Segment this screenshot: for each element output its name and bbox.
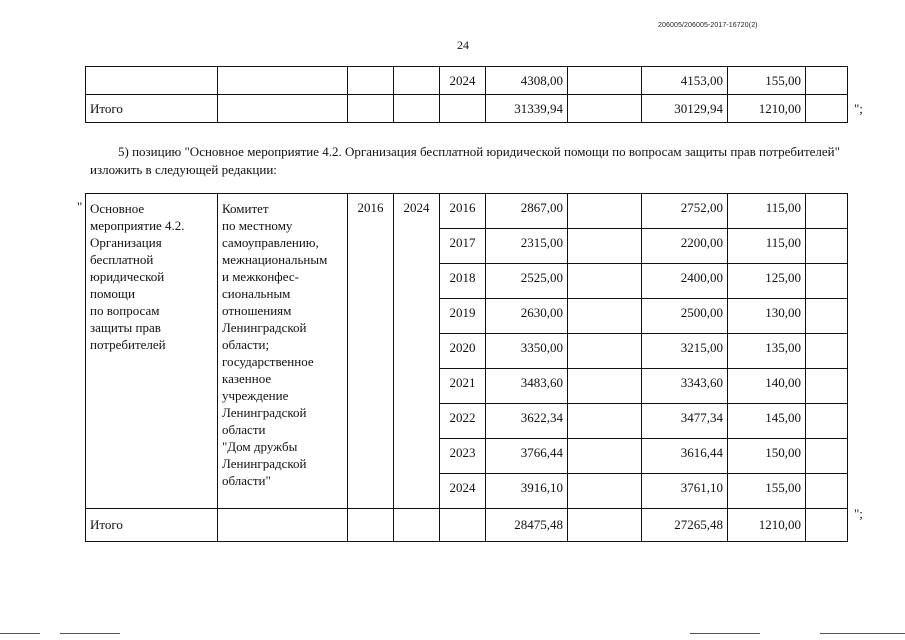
federal-budget-cell [568, 369, 642, 404]
total-cell: 2867,00 [486, 194, 568, 229]
opening-quote: " [77, 199, 83, 214]
total-cell: 2315,00 [486, 229, 568, 264]
row-label-cell: Итого [86, 95, 218, 123]
regional-budget-cell: 3343,60 [642, 369, 728, 404]
executor-line: Ленинградской [222, 320, 307, 335]
executor-cell [218, 95, 348, 123]
start-year-cell [348, 509, 394, 542]
executor-cell [218, 194, 348, 509]
federal-budget-cell [568, 229, 642, 264]
local-budget-cell: 155,00 [728, 474, 806, 509]
activity-name-line: юридической [90, 269, 165, 284]
local-budget-cell: 125,00 [728, 264, 806, 299]
other-sources-cell [806, 264, 848, 299]
executor-line: и межконфес- [222, 269, 299, 284]
executor-line: Ленинградской [222, 405, 307, 420]
activity-name-line: по вопросам [90, 303, 160, 318]
executor-line: области [222, 422, 266, 437]
total-cell: 28475,48 [486, 509, 568, 542]
table-row [86, 194, 848, 229]
activity-name-line: помощи [90, 286, 135, 301]
total-cell: 4308,00 [486, 67, 568, 95]
total-cell: 3483,60 [486, 369, 568, 404]
executor-line: сиональным [222, 286, 291, 301]
regional-budget-cell: 4153,00 [642, 67, 728, 95]
total-cell: 3916,10 [486, 474, 568, 509]
year-cell: 2018 [440, 264, 486, 299]
federal-budget-cell [568, 194, 642, 229]
other-sources-cell [806, 299, 848, 334]
local-budget-cell: 1210,00 [728, 95, 806, 123]
local-budget-cell: 140,00 [728, 369, 806, 404]
other-sources-cell [806, 95, 848, 123]
regional-budget-cell: 3616,44 [642, 439, 728, 474]
year-cell: 2023 [440, 439, 486, 474]
executor-line: самоуправлению, [222, 235, 319, 250]
regional-budget-cell: 3215,00 [642, 334, 728, 369]
regional-budget-cell: 3761,10 [642, 474, 728, 509]
executor-line: государственное [222, 354, 314, 369]
table-row [86, 95, 848, 123]
year-cell [440, 509, 486, 542]
local-budget-cell: 1210,00 [728, 509, 806, 542]
end-year-cell [394, 95, 440, 123]
activity-name-line: мероприятие 4.2. [90, 218, 185, 233]
regional-budget-cell: 3477,34 [642, 404, 728, 439]
other-sources-cell [806, 474, 848, 509]
activity-name-line: Организация [90, 235, 162, 250]
budget-table-continuation [85, 66, 848, 123]
total-cell: 31339,94 [486, 95, 568, 123]
federal-budget-cell [568, 264, 642, 299]
local-budget-cell: 155,00 [728, 67, 806, 95]
scan-edge-mark [820, 633, 905, 634]
end-year-cell [394, 509, 440, 542]
start-year-cell [348, 95, 394, 123]
other-sources-cell [806, 194, 848, 229]
year-cell: 2020 [440, 334, 486, 369]
executor-line: по местному [222, 218, 293, 233]
other-sources-cell [806, 439, 848, 474]
other-sources-cell [806, 67, 848, 95]
federal-budget-cell [568, 299, 642, 334]
amendment-paragraph: 5) позицию "Основное мероприятие 4.2. Организация бесплатной юридической помощи по вопросам защиты прав потребителей" изложить в следующей редакции: [90, 144, 840, 177]
other-sources-cell [806, 229, 848, 264]
executor-line: Комитет [222, 201, 269, 216]
activity-name-line: Основное [90, 201, 145, 216]
end-year-cell: 2024 [394, 194, 440, 509]
activity-name-line: потребителей [90, 337, 166, 352]
closing-quote-2: "; [854, 506, 863, 521]
total-cell: 3622,34 [486, 404, 568, 439]
activity-name-line: защиты прав [90, 320, 161, 335]
activity-budget-table [85, 193, 848, 542]
other-sources-cell [806, 334, 848, 369]
executor-line: казенное [222, 371, 272, 386]
executor-cell [218, 67, 348, 95]
year-cell: 2017 [440, 229, 486, 264]
executor-line: учреждение [222, 388, 289, 403]
federal-budget-cell [568, 474, 642, 509]
year-cell: 2024 [440, 67, 486, 95]
federal-budget-cell [568, 404, 642, 439]
executor-line: отношениям [222, 303, 292, 318]
federal-budget-cell [568, 509, 642, 542]
total-cell: 3350,00 [486, 334, 568, 369]
executor-line: области" [222, 473, 271, 488]
total-cell: 2630,00 [486, 299, 568, 334]
regional-budget-cell: 2200,00 [642, 229, 728, 264]
local-budget-cell: 150,00 [728, 439, 806, 474]
federal-budget-cell [568, 67, 642, 95]
activity-name-line: бесплатной [90, 252, 154, 267]
total-cell: 2525,00 [486, 264, 568, 299]
document-id: 206005/206005-2017-16720(2) [658, 22, 758, 29]
federal-budget-cell [568, 334, 642, 369]
year-cell: 2016 [440, 194, 486, 229]
local-budget-cell: 145,00 [728, 404, 806, 439]
year-cell [440, 95, 486, 123]
start-year-cell [348, 67, 394, 95]
federal-budget-cell [568, 439, 642, 474]
row-label-cell [86, 67, 218, 95]
executor-line: "Дом дружбы [222, 439, 298, 454]
page-number: 24 [457, 38, 469, 52]
end-year-cell [394, 67, 440, 95]
year-cell: 2022 [440, 404, 486, 439]
activity-name-cell [86, 194, 218, 509]
regional-budget-cell: 27265,48 [642, 509, 728, 542]
scan-edge-mark [0, 633, 40, 634]
total-row [86, 509, 848, 542]
executor-line: межнациональным [222, 252, 328, 267]
local-budget-cell: 130,00 [728, 299, 806, 334]
local-budget-cell: 135,00 [728, 334, 806, 369]
federal-budget-cell [568, 95, 642, 123]
executor-cell [218, 509, 348, 542]
closing-quote-1: "; [854, 101, 863, 116]
other-sources-cell [806, 404, 848, 439]
other-sources-cell [806, 369, 848, 404]
regional-budget-cell: 2400,00 [642, 264, 728, 299]
total-cell: 3766,44 [486, 439, 568, 474]
year-cell: 2021 [440, 369, 486, 404]
local-budget-cell: 115,00 [728, 229, 806, 264]
start-year-cell: 2016 [348, 194, 394, 509]
year-cell: 2024 [440, 474, 486, 509]
regional-budget-cell: 30129,94 [642, 95, 728, 123]
executor-line: области; [222, 337, 270, 352]
regional-budget-cell: 2500,00 [642, 299, 728, 334]
row-label-cell: Итого [86, 509, 218, 542]
executor-line: Ленинградской [222, 456, 307, 471]
year-cell: 2019 [440, 299, 486, 334]
local-budget-cell: 115,00 [728, 194, 806, 229]
scan-edge-mark [60, 633, 120, 634]
table-row [86, 67, 848, 95]
regional-budget-cell: 2752,00 [642, 194, 728, 229]
scan-edge-mark [690, 633, 760, 634]
other-sources-cell [806, 509, 848, 542]
